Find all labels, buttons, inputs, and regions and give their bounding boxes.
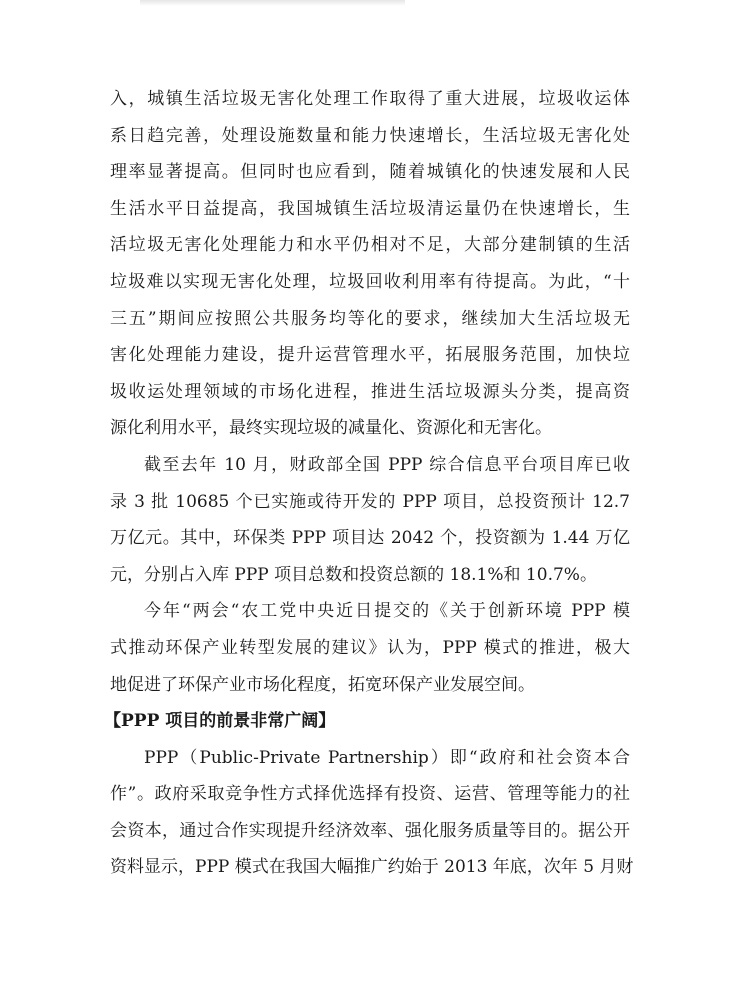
paragraph-line: 录 3 批 10685 个已实施或待开发的 PPP 项目，总投资预计 12.7 bbox=[110, 491, 630, 512]
paragraph-line: 源化利用水平，最终实现垃圾的减量化、资源化和无害化。 bbox=[110, 418, 552, 439]
document-page bbox=[104, 81, 634, 886]
paragraph-line: 作”。政府采取竞争性方式择优选择有投资、运营、管理等能力的社 bbox=[110, 784, 630, 805]
paragraph-line: 会资本，通过合作实现提升经济效率、强化服务质量等目的。据公开 bbox=[110, 820, 630, 841]
paragraph-line: 理率显著提高。但同时也应看到，随着城镇化的快速发展和人民 bbox=[110, 162, 630, 183]
paragraph-line: 生活水平日益提高，我国城镇生活垃圾清运量仍在快速增长，生 bbox=[110, 198, 630, 219]
paragraph-line: 害化处理能力建设，提升运营管理水平，拓展服务范围，加快垃 bbox=[110, 345, 630, 366]
paragraph-line: 今年“两会“农工党中央近日提交的《关于创新环境 PPP 模 bbox=[144, 601, 630, 622]
paragraph-line: PPP（Public-Private Partnership）即“政府和社会资本合 bbox=[144, 747, 630, 768]
paragraph-line: 三五”期间应按照公共服务均等化的要求，继续加大生活垃圾无 bbox=[110, 308, 630, 329]
page-top-edge-shadow bbox=[140, 0, 405, 6]
paragraph-line: 万亿元。其中，环保类 PPP 项目达 2042 个，投资额为 1.44 万亿 bbox=[110, 528, 630, 549]
paragraph-line: 垃圾难以实现无害化处理，垃圾回收利用率有待提高。为此，“十 bbox=[110, 271, 630, 292]
paragraph-line: 式推动环保产业转型发展的建议》认为，PPP 模式的推进，极大 bbox=[110, 637, 630, 658]
paragraph-line: 活垃圾无害化处理能力和水平仍相对不足，大部分建制镇的生活 bbox=[110, 235, 630, 256]
paragraph-line: 截至去年 10 月，财政部全国 PPP 综合信息平台项目库已收 bbox=[144, 454, 630, 475]
paragraph-line: 圾收运处理领域的市场化进程，推进生活垃圾源头分类，提高资 bbox=[110, 381, 630, 402]
paragraph-line: 元，分别占入库 PPP 项目总数和投资总额的 18.1%和 10.7%。 bbox=[110, 564, 597, 585]
paragraph-line: 入，城镇生活垃圾无害化处理工作取得了重大进展，垃圾收运体 bbox=[110, 89, 630, 109]
paragraph-line: 资料显示，PPP 模式在我国大幅推广约始于 2013 年底，次年 5 月财 bbox=[110, 857, 634, 878]
paragraph-line: 地促进了环保产业市场化程度，拓宽环保产业发展空间。 bbox=[110, 674, 535, 695]
section-heading: 【PPP 项目的前景非常广阔】 bbox=[104, 711, 336, 732]
paragraph-line: 系日趋完善，处理设施数量和能力快速增长，生活垃圾无害化处 bbox=[110, 125, 630, 146]
